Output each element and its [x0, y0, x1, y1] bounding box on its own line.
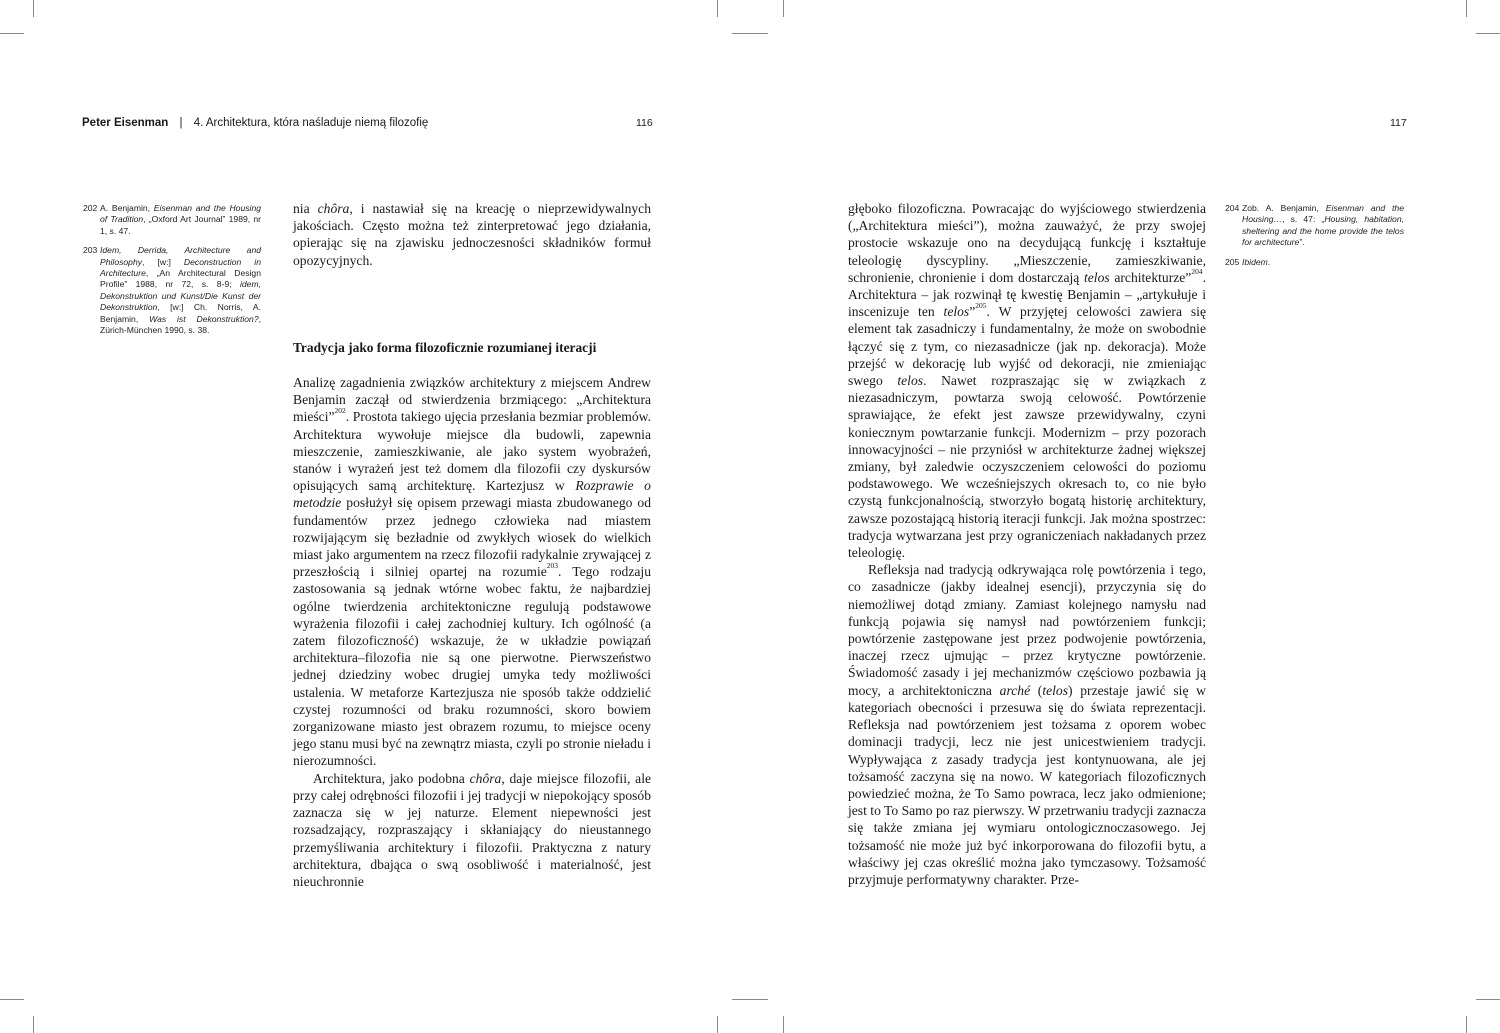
footnote-text	[1242, 203, 1404, 249]
italic-text: Deconstruction in Architecture	[100, 256, 261, 279]
text-run: architekturze”	[1109, 269, 1192, 285]
italic-text: Rozprawie o metodzie	[293, 478, 651, 511]
footnote-number: 203	[83, 245, 98, 256]
crop-mark	[0, 999, 24, 1000]
text-run: (	[1030, 682, 1043, 698]
crop-mark	[783, 1016, 784, 1033]
footnote	[83, 245, 261, 336]
intro-paragraph	[293, 200, 651, 269]
italic-text: telos	[1042, 682, 1069, 698]
italic-text: arché	[999, 682, 1031, 698]
main-column-right	[848, 200, 1206, 888]
text-run: , s. 47: „	[1282, 214, 1325, 225]
text-run: , [w:] Ch. Norris, A. Benjamin,	[100, 302, 261, 324]
body-paragraph	[293, 374, 651, 770]
crop-mark	[732, 999, 768, 1000]
body-paragraph	[848, 561, 1206, 888]
italic-text: Eisenman and the Housing…	[1242, 203, 1404, 225]
italic-text: telos	[897, 373, 924, 389]
crop-mark	[732, 33, 768, 34]
footnote-number: 205	[1225, 256, 1240, 267]
text-run: . W przyjętej celowości zawiera się element tak zasadniczy i fundamentalny, że może on swobodnie łączyć się z tym, co niezasadnicze (jak np. dekoracja). Może przejść w dekorację lub wyjść od dekoracji, nie zmieniając swego	[848, 304, 1206, 389]
page-number-left: 116	[636, 117, 653, 129]
italic-text: Idem, Derrida, Architecture and Philosophy	[100, 245, 261, 267]
italic-text: Was ist Dekonstruktion?	[149, 313, 259, 324]
footnote-reference: 203	[546, 561, 559, 571]
footnote	[1225, 203, 1404, 249]
footnote-reference: 204	[1191, 266, 1203, 276]
crop-mark	[717, 0, 718, 17]
footnote-text	[1242, 257, 1404, 268]
footnote-reference: 205	[975, 301, 987, 311]
text-run: ”.	[1299, 237, 1305, 248]
text-run: A. Benjamin,	[100, 203, 154, 213]
body-paragraphs-left	[293, 374, 651, 890]
body-paragraph	[293, 770, 651, 890]
header-chapter: 4. Architektura, która naśladuje niemą filozofię	[193, 117, 429, 129]
crop-mark	[1466, 1016, 1467, 1033]
footnotes-right	[1225, 203, 1404, 276]
crop-mark	[33, 1016, 34, 1033]
crop-mark	[1476, 999, 1500, 1000]
header-author: Peter Eisenman	[82, 117, 169, 129]
text-run: nia	[293, 201, 318, 216]
main-column-left	[293, 200, 651, 890]
text-run: . Architektura – jak rozwinął tę kwestię Benjamin – „artykułuje i inscenizuje ten	[848, 269, 1206, 320]
crop-mark	[1466, 0, 1467, 17]
footnote-text	[100, 203, 261, 237]
text-run: ) przestaje jawić się w kategoriach obecności i przesuwa się do świata reprezentacji. Refleksja nad powtórzeniem jest tożsama z oporem wobec dominacji tradycji, lecz nie jest unicestwieniem tradycji. Wypływająca z zasady tradycja jest kontynuowana, ale jej tożsamość zaczyna się na nowo. W kategoriach filozoficznych powiedzieć można, że To Samo powraca, lecz jako odmienione; jest to To Samo po raz pierwszy. W przetrwaniu tradycji zaznacza się także zmiana jej wymiaru ontologicznoczasowego. Jej tożsamość nie może już być inkorporowana do filozofii bytu, a właściwy jej czas określić można jako tymczasowy. Tożsamość przyjmuje performatywny charakter. Prze-	[848, 682, 1206, 887]
text-run: , i nastawiał się na kreację o nieprzewidywalnych jakościach. Często można też zinterpretować jego działania, opierając się na zjawisku jednoczesności składników formuł opozycyjnych.	[293, 201, 651, 268]
italic-text: Housing, habitation, sheltering and the home provide the telos for architecture	[1242, 214, 1405, 248]
footnote-number: 204	[1225, 203, 1240, 213]
text-run: posłużył się opisem przewagi miasta zbudowanego od fundamentów przez jednego człowieka nad miastem rozwijającym się bezładnie od zwykłych wiosek do wielkich miast jako argumentem na rzecz filozofii radykalnie zrywającej z przeszłością i silniej opartej na rozumie	[293, 495, 651, 580]
italic-text: chôra	[317, 201, 350, 216]
text-run: .	[1267, 256, 1271, 267]
text-run: Zob. A. Benjamin,	[1242, 203, 1326, 213]
text-run: , „Oxford Art Journal” 1989, nr 1, s. 47.	[100, 214, 261, 236]
text-run: . Prostota takiego ujęcia przesłania bezmiar problemów. Architektura wywołuje miejsce dla budowli, zapewnia mieszczenie, zamieszkiwanie, ale jako system wyobrażeń, stanów i wyrażeń jest też domem dla filozofii czy dyskursów opisujących samą architekturę. Kartezjusz w	[293, 409, 651, 494]
text-run: , Zürich-München 1990, s. 38.	[100, 313, 261, 336]
text-run: Analizę zagadnienia związków architektury z miejscem Andrew Benjamin zaczął od stwierdzenia brzmiącego: „Architektura mieści”	[293, 375, 651, 425]
italic-text: Ibidem	[1242, 256, 1268, 267]
running-header	[82, 116, 428, 130]
body-paragraphs-right	[848, 200, 1206, 888]
crop-mark	[1476, 33, 1500, 34]
crop-mark	[717, 1016, 718, 1033]
footnote-number: 202	[83, 203, 98, 213]
text-run: ”	[969, 304, 976, 320]
page-number-right: 117	[1390, 117, 1407, 129]
footnote-reference: 202	[334, 406, 346, 416]
footnotes-left	[83, 203, 261, 344]
crop-mark	[783, 0, 784, 17]
text-run: głęboko filozoficzna. Powracając do wyjściowego stwierdzenia („Architektura mieści”), można zauważyć, że przy swojej prostocie wskazuje ono na decydującą funkcję i kształtuje teleologię dyscypliny. „Mieszczenie, zamieszkiwanie, schronienie, chronienie i dom dostarczają	[848, 201, 1206, 285]
italic-text: chôra	[469, 770, 502, 786]
italic-text: idem, Dekonstruktion und Kunst/Die Kunst der Dekonstruktion	[100, 279, 261, 313]
italic-text: telos	[943, 304, 970, 320]
footnote	[1225, 257, 1404, 268]
section-heading: Tradycja jako forma filozoficznie rozumianej iteracji	[293, 339, 597, 355]
text-run: . Nawet rozpraszając się w związkach z niezasadniczym, powtarza swoją celowość. Powtórzenie sprawiające, że efekt jest zawsze przewidywalny, czyni koniecznym powtarzanie funkcji. Modernizm – przy pozorach innowacyjności – nie przyniósł w architekturze żadnej większej zmiany, był zaledwie oczyszczeniem celowości do poziomu podstawowego. We wcześniejszych okresach to, co nie było czystą funkcjonalnością, stworzyło bogatą historię architektury, zawsze pozostającą historią iteracji funkcji. Jak można spostrzec: tradycja wytwarzana jest przy ograniczeniach nakładanych przez teleologię.	[848, 373, 1206, 561]
text-run: , daje miejsce filozofii, ale przy całej odrębności filozofii i jej tradycji w niepokojący sposób zaznacza się w jej naturze. Element niepewności jest rozsadzający, rozpraszający i skłaniający do nieustannego przemyśliwania architektury i filozofii. Praktyczna z natury architektura, dbająca o swą osobliwość i materialność, jest nieuchronnie	[293, 770, 651, 889]
text-run: . Tego rodzaju zastosowania są jednak wtórne wobec faktu, że najbardziej ogólne twierdzenia architektoniczne regulują podstawowe wyrażenia filozofii i całej zachodniej kultury. Ich ogólność (a zatem filozoficzność) wskazuje, że w układzie powiązań architektura–filozofia nie są one pierwotne. Pierwszeństwo jednej dziedziny wobec drugiej umyka tedy możliwości ustalenia. W metaforze Kartezjusza nie sposób także oddzielić czystej rozumności od braku rozumności, skoro bowiem zorganizowane miasto jest obrazem rozumu, to miejsce oceny jego stanu musi być na zewnątrz miasta, czyli po stronie nieładu i nierozumności.	[293, 564, 651, 769]
text-run: , „An Architectural Design Profile” 1988, nr 72, s. 8-9;	[100, 268, 261, 290]
header-separator: |	[179, 117, 183, 129]
text-run: Architektura, jako podobna	[313, 770, 470, 786]
crop-mark	[33, 0, 34, 17]
crop-mark	[0, 33, 24, 34]
text-run: Refleksja nad tradycją odkrywająca rolę powtórzenia i tego, co zasadnicze (jakby idealnej esencji), przyczynia się do niemożliwej dotąd zmiany. Zamiast kolejnego namysłu nad funkcją pojawia się namysł nad powtórzeniem funkcji; powtórzenie zastępowane jest przez podwojenie powtórzenia, inaczej rzecz ujmując – przez krytyczne powtórzenie. Świadomość zasady i jej mechanizmów częściowo pozbawia ją mocy, a architektoniczna	[848, 562, 1206, 698]
footnote	[83, 203, 261, 237]
body-paragraph	[848, 200, 1206, 561]
italic-text: telos	[1083, 269, 1110, 285]
italic-text: Eisenman and the Housing of Tradition	[100, 203, 262, 225]
text-run: , [w:]	[142, 256, 184, 267]
footnote-text	[100, 245, 261, 336]
